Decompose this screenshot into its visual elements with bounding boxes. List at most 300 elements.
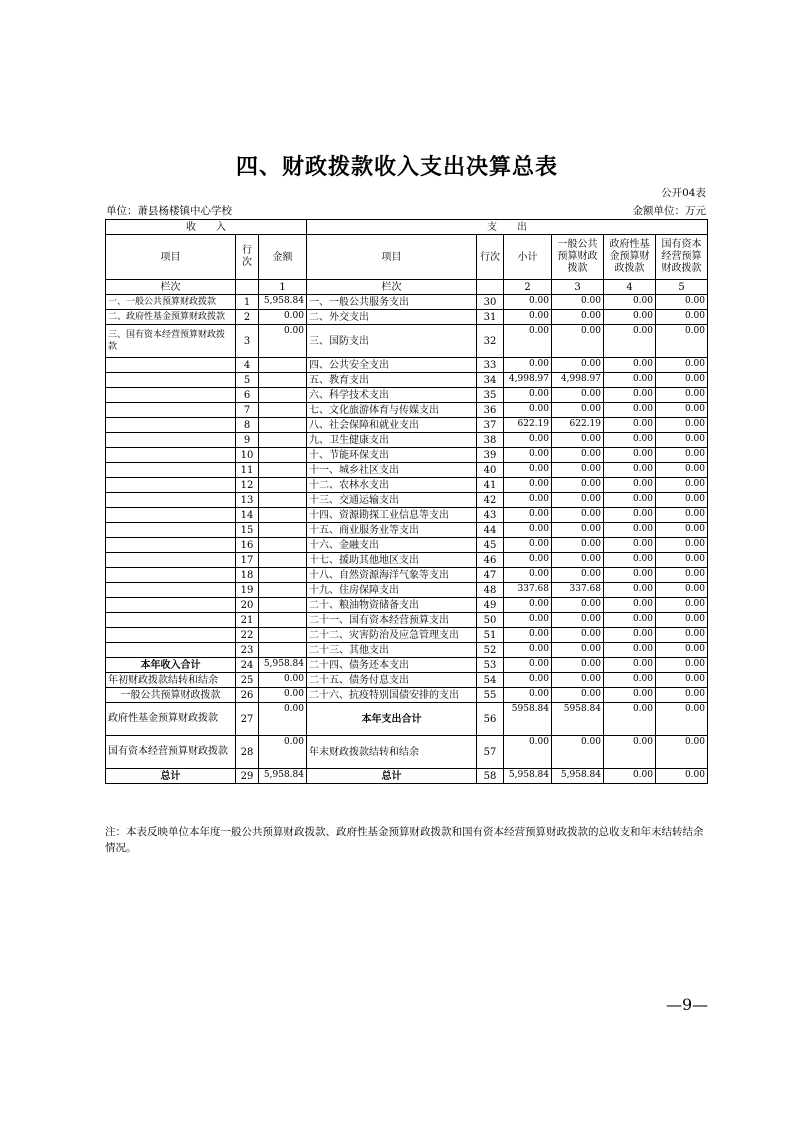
table-row bbox=[106, 553, 708, 568]
income-rowno-cell: 27 bbox=[236, 703, 259, 736]
income-amount-cell bbox=[259, 388, 307, 403]
state-capital-cell: 0.00 bbox=[656, 583, 708, 598]
income-rowno-cell: 20 bbox=[236, 598, 259, 613]
table-row bbox=[106, 418, 708, 433]
income-item-cell bbox=[106, 628, 236, 643]
column-number-3: 3 bbox=[552, 280, 604, 295]
income-item-cell bbox=[106, 433, 236, 448]
income-amount-cell bbox=[259, 463, 307, 478]
table-row bbox=[106, 523, 708, 538]
income-amount-cell bbox=[259, 448, 307, 463]
income-rowno-cell: 26 bbox=[236, 688, 259, 703]
gov-fund-header: 政府性基金预算财政拨款 bbox=[604, 235, 656, 280]
expense-item-cell: 十二、农林水支出 bbox=[307, 478, 477, 493]
state-capital-cell: 0.00 bbox=[656, 628, 708, 643]
expense-rowno-cell: 30 bbox=[477, 295, 504, 310]
expense-item-cell: 本年支出合计 bbox=[307, 703, 477, 736]
subtotal-cell: 0.00 bbox=[504, 598, 552, 613]
general-budget-cell: 4,998.97 bbox=[552, 373, 604, 388]
gov-fund-cell: 0.00 bbox=[604, 493, 656, 508]
income-rowno-cell: 1 bbox=[236, 295, 259, 310]
income-rowno-cell: 16 bbox=[236, 538, 259, 553]
income-item-cell: 一般公共预算财政拨款 bbox=[106, 688, 236, 703]
expense-item-cell: 十、节能环保支出 bbox=[307, 448, 477, 463]
subtotal-cell: 0.00 bbox=[504, 433, 552, 448]
state-capital-cell: 0.00 bbox=[656, 418, 708, 433]
table-row bbox=[106, 703, 708, 736]
table-row bbox=[106, 295, 708, 310]
gov-fund-cell: 0.00 bbox=[604, 688, 656, 703]
expense-item-cell: 九、卫生健康支出 bbox=[307, 433, 477, 448]
subtotal-cell: 0.00 bbox=[504, 688, 552, 703]
state-capital-header: 国有资本经营预算财政拨款 bbox=[656, 235, 708, 280]
expense-rowno-cell: 36 bbox=[477, 403, 504, 418]
income-amount-cell bbox=[259, 628, 307, 643]
expense-header: 支 出 bbox=[307, 220, 708, 235]
unit-label: 单位：萧县杨楼镇中心学校 bbox=[106, 205, 232, 217]
general-budget-cell: 0.00 bbox=[552, 673, 604, 688]
table-row bbox=[106, 598, 708, 613]
general-budget-cell: 0.00 bbox=[552, 295, 604, 310]
table-row bbox=[106, 769, 708, 784]
table-row bbox=[106, 688, 708, 703]
general-budget-cell: 0.00 bbox=[552, 448, 604, 463]
income-amount-cell: 0.00 bbox=[259, 325, 307, 358]
expense-rowno-cell: 52 bbox=[477, 643, 504, 658]
state-capital-cell: 0.00 bbox=[656, 325, 708, 358]
expense-item-cell: 八、社会保障和就业支出 bbox=[307, 418, 477, 433]
gov-fund-cell: 0.00 bbox=[604, 433, 656, 448]
subtotal-cell: 0.00 bbox=[504, 538, 552, 553]
general-budget-cell: 0.00 bbox=[552, 613, 604, 628]
subtotal-cell: 0.00 bbox=[504, 295, 552, 310]
subtotal-header: 小计 bbox=[504, 235, 552, 280]
expense-item-cell: 十六、金融支出 bbox=[307, 538, 477, 553]
table-row bbox=[106, 403, 708, 418]
general-budget-cell: 0.00 bbox=[552, 628, 604, 643]
income-amount-cell bbox=[259, 568, 307, 583]
table-row bbox=[106, 583, 708, 598]
income-rowno-cell: 13 bbox=[236, 493, 259, 508]
income-rowno-cell: 21 bbox=[236, 613, 259, 628]
gov-fund-cell: 0.00 bbox=[604, 373, 656, 388]
unit-row bbox=[106, 203, 706, 218]
income-amount-cell bbox=[259, 373, 307, 388]
subtotal-cell: 0.00 bbox=[504, 613, 552, 628]
gov-fund-cell: 0.00 bbox=[604, 358, 656, 373]
subtotal-cell: 0.00 bbox=[504, 643, 552, 658]
income-item-cell: 本年收入合计 bbox=[106, 658, 236, 673]
state-capital-cell: 0.00 bbox=[656, 613, 708, 628]
income-rowno-cell: 17 bbox=[236, 553, 259, 568]
table-row bbox=[106, 493, 708, 508]
state-capital-cell: 0.00 bbox=[656, 553, 708, 568]
income-rowno-cell: 10 bbox=[236, 448, 259, 463]
general-budget-cell: 0.00 bbox=[552, 310, 604, 325]
expense-item-cell: 二十、粮油物资储备支出 bbox=[307, 598, 477, 613]
gov-fund-cell: 0.00 bbox=[604, 403, 656, 418]
gov-fund-cell: 0.00 bbox=[604, 658, 656, 673]
subtotal-cell: 0.00 bbox=[504, 388, 552, 403]
state-capital-cell: 0.00 bbox=[656, 523, 708, 538]
income-amount-cell: 5,958.84 bbox=[259, 658, 307, 673]
state-capital-cell: 0.00 bbox=[656, 703, 708, 736]
subtotal-cell: 5,958.84 bbox=[504, 769, 552, 784]
expense-rowno-cell: 31 bbox=[477, 310, 504, 325]
income-item-cell: 政府性基金预算财政拨款 bbox=[106, 703, 236, 736]
income-item-cell: 一、一般公共预算财政拨款 bbox=[106, 295, 236, 310]
expense-rowno-cell: 57 bbox=[477, 736, 504, 769]
gov-fund-cell: 0.00 bbox=[604, 598, 656, 613]
state-capital-cell: 0.00 bbox=[656, 448, 708, 463]
income-rowno-cell: 28 bbox=[236, 736, 259, 769]
income-amount-cell: 0.00 bbox=[259, 736, 307, 769]
income-amount-cell bbox=[259, 583, 307, 598]
income-amount-cell bbox=[259, 508, 307, 523]
table-row bbox=[106, 508, 708, 523]
income-amount-cell bbox=[259, 643, 307, 658]
income-amount-cell: 0.00 bbox=[259, 703, 307, 736]
income-item-cell bbox=[106, 358, 236, 373]
table-row bbox=[106, 568, 708, 583]
subtotal-cell: 0.00 bbox=[504, 493, 552, 508]
income-amount-cell bbox=[259, 433, 307, 448]
state-capital-cell: 0.00 bbox=[656, 643, 708, 658]
state-capital-cell: 0.00 bbox=[656, 373, 708, 388]
general-budget-cell: 0.00 bbox=[552, 658, 604, 673]
general-budget-cell: 0.00 bbox=[552, 493, 604, 508]
expense-rowno-cell: 35 bbox=[477, 388, 504, 403]
expense-item-cell: 二十四、债务还本支出 bbox=[307, 658, 477, 673]
state-capital-cell: 0.00 bbox=[656, 403, 708, 418]
state-capital-cell: 0.00 bbox=[656, 769, 708, 784]
income-item-cell bbox=[106, 538, 236, 553]
income-item-cell bbox=[106, 568, 236, 583]
income-amount-cell: 5,958.84 bbox=[259, 769, 307, 784]
state-capital-cell: 0.00 bbox=[656, 358, 708, 373]
table-row bbox=[106, 388, 708, 403]
income-item-cell bbox=[106, 418, 236, 433]
income-rowno-cell: 18 bbox=[236, 568, 259, 583]
income-item-cell bbox=[106, 403, 236, 418]
gov-fund-cell: 0.00 bbox=[604, 523, 656, 538]
subtotal-cell: 0.00 bbox=[504, 553, 552, 568]
income-rowno-cell: 12 bbox=[236, 478, 259, 493]
income-rowno-cell: 25 bbox=[236, 673, 259, 688]
gov-fund-cell: 0.00 bbox=[604, 538, 656, 553]
expense-rowno-cell: 41 bbox=[477, 478, 504, 493]
income-amount-cell: 5,958.84 bbox=[259, 295, 307, 310]
income-item-cell bbox=[106, 373, 236, 388]
table-row bbox=[106, 358, 708, 373]
table-row bbox=[106, 478, 708, 493]
income-amount-cell bbox=[259, 418, 307, 433]
expense-item-cell: 三、国防支出 bbox=[307, 325, 477, 358]
general-budget-cell: 0.00 bbox=[552, 463, 604, 478]
income-amount-cell: 0.00 bbox=[259, 310, 307, 325]
gov-fund-cell: 0.00 bbox=[604, 325, 656, 358]
subtotal-cell: 0.00 bbox=[504, 310, 552, 325]
expense-item-cell: 十四、资源勘探工业信息等支出 bbox=[307, 508, 477, 523]
income-rowno-cell: 6 bbox=[236, 388, 259, 403]
income-amount-cell bbox=[259, 553, 307, 568]
state-capital-cell: 0.00 bbox=[656, 508, 708, 523]
expense-item-cell: 六、科学技术支出 bbox=[307, 388, 477, 403]
income-item-cell bbox=[106, 508, 236, 523]
table-row bbox=[106, 448, 708, 463]
subtotal-cell: 337.68 bbox=[504, 583, 552, 598]
table-row bbox=[106, 673, 708, 688]
general-budget-cell: 0.00 bbox=[552, 598, 604, 613]
expense-item-cell: 七、文化旅游体育与传媒支出 bbox=[307, 403, 477, 418]
income-item-header: 项目 bbox=[106, 235, 236, 280]
expense-rowno-cell: 49 bbox=[477, 598, 504, 613]
table-row bbox=[106, 463, 708, 478]
expense-rowno-cell: 42 bbox=[477, 493, 504, 508]
income-item-cell bbox=[106, 598, 236, 613]
general-budget-cell: 0.00 bbox=[552, 688, 604, 703]
income-rowno-cell: 2 bbox=[236, 310, 259, 325]
income-item-cell bbox=[106, 523, 236, 538]
income-rowno-cell: 7 bbox=[236, 403, 259, 418]
subtotal-cell: 622.19 bbox=[504, 418, 552, 433]
subtotal-cell: 0.00 bbox=[504, 403, 552, 418]
expense-rowno-cell: 39 bbox=[477, 448, 504, 463]
general-budget-cell: 5,958.84 bbox=[552, 769, 604, 784]
income-header: 收 入 bbox=[106, 220, 307, 235]
income-item-cell bbox=[106, 493, 236, 508]
column-label-right: 栏次 bbox=[307, 280, 477, 295]
column-number-1: 1 bbox=[259, 280, 307, 295]
column-number-5: 5 bbox=[656, 280, 708, 295]
table-row bbox=[106, 373, 708, 388]
expense-item-cell: 十八、自然资源海洋气象等支出 bbox=[307, 568, 477, 583]
expense-item-cell: 二十二、灾害防治及应急管理支出 bbox=[307, 628, 477, 643]
subtotal-cell: 0.00 bbox=[504, 628, 552, 643]
state-capital-cell: 0.00 bbox=[656, 295, 708, 310]
state-capital-cell: 0.00 bbox=[656, 673, 708, 688]
gov-fund-cell: 0.00 bbox=[604, 295, 656, 310]
general-budget-cell: 0.00 bbox=[552, 403, 604, 418]
expense-rowno-cell: 40 bbox=[477, 463, 504, 478]
gov-fund-cell: 0.00 bbox=[604, 508, 656, 523]
gov-fund-cell: 0.00 bbox=[604, 418, 656, 433]
table-row bbox=[106, 433, 708, 448]
general-budget-cell: 0.00 bbox=[552, 643, 604, 658]
table-row bbox=[106, 736, 708, 769]
gov-fund-cell: 0.00 bbox=[604, 613, 656, 628]
general-budget-cell: 0.00 bbox=[552, 736, 604, 769]
expense-item-cell: 十一、城乡社区支出 bbox=[307, 463, 477, 478]
income-rowno-cell: 29 bbox=[236, 769, 259, 784]
income-amount-cell bbox=[259, 358, 307, 373]
table-row bbox=[106, 538, 708, 553]
expense-rowno-cell: 48 bbox=[477, 583, 504, 598]
income-rowno-cell: 5 bbox=[236, 373, 259, 388]
expense-item-cell: 十三、交通运输支出 bbox=[307, 493, 477, 508]
table-row bbox=[106, 643, 708, 658]
gov-fund-cell: 0.00 bbox=[604, 583, 656, 598]
page-title: 四、财政拨款收入支出决算总表 bbox=[235, 154, 558, 180]
income-item-cell bbox=[106, 583, 236, 598]
gov-fund-cell: 0.00 bbox=[604, 643, 656, 658]
expense-rowno-cell: 33 bbox=[477, 358, 504, 373]
gov-fund-cell: 0.00 bbox=[604, 568, 656, 583]
state-capital-cell: 0.00 bbox=[656, 598, 708, 613]
expense-rowno-cell: 58 bbox=[477, 769, 504, 784]
table-row bbox=[106, 310, 708, 325]
expense-item-cell: 五、教育支出 bbox=[307, 373, 477, 388]
expense-item-cell: 二十五、债务付息支出 bbox=[307, 673, 477, 688]
state-capital-cell: 0.00 bbox=[656, 568, 708, 583]
gov-fund-cell: 0.00 bbox=[604, 310, 656, 325]
expense-rowno-cell: 47 bbox=[477, 568, 504, 583]
general-budget-cell: 0.00 bbox=[552, 553, 604, 568]
expense-rowno-cell: 51 bbox=[477, 628, 504, 643]
income-item-cell: 二、政府性基金预算财政拨款 bbox=[106, 310, 236, 325]
income-rowno-cell: 4 bbox=[236, 358, 259, 373]
state-capital-cell: 0.00 bbox=[656, 658, 708, 673]
gov-fund-cell: 0.00 bbox=[604, 478, 656, 493]
income-rowno-cell: 8 bbox=[236, 418, 259, 433]
general-budget-cell: 0.00 bbox=[552, 358, 604, 373]
subtotal-cell: 0.00 bbox=[504, 658, 552, 673]
expense-item-cell: 十五、商业服务业等支出 bbox=[307, 523, 477, 538]
subtotal-cell: 0.00 bbox=[504, 478, 552, 493]
expense-rowno-cell: 44 bbox=[477, 523, 504, 538]
subtotal-cell: 5958.84 bbox=[504, 703, 552, 736]
expense-item-cell: 总计 bbox=[307, 769, 477, 784]
expense-item-cell: 二十六、抗疫特别国债安排的支出 bbox=[307, 688, 477, 703]
expense-rowno-header: 行次 bbox=[477, 235, 504, 280]
gov-fund-cell: 0.00 bbox=[604, 769, 656, 784]
general-budget-cell: 0.00 bbox=[552, 325, 604, 358]
general-budget-cell: 622.19 bbox=[552, 418, 604, 433]
gov-fund-cell: 0.00 bbox=[604, 463, 656, 478]
income-amount-cell bbox=[259, 403, 307, 418]
gov-fund-cell: 0.00 bbox=[604, 736, 656, 769]
expense-rowno-cell: 55 bbox=[477, 688, 504, 703]
gov-fund-cell: 0.00 bbox=[604, 388, 656, 403]
table-note: 注：本表反映单位本年度一般公共预算财政拨款、政府性基金预算财政拨款和国有资本经营预算财政拨款的总收支和年末结转结余情况。 bbox=[105, 826, 704, 854]
expense-item-cell: 十七、援助其他地区支出 bbox=[307, 553, 477, 568]
income-item-cell: 国有资本经营预算财政拨款 bbox=[106, 736, 236, 769]
income-rowno-cell: 11 bbox=[236, 463, 259, 478]
state-capital-cell: 0.00 bbox=[656, 478, 708, 493]
subtotal-cell: 0.00 bbox=[504, 463, 552, 478]
table-row bbox=[106, 325, 708, 358]
income-rowno-cell: 22 bbox=[236, 628, 259, 643]
expense-rowno-cell: 54 bbox=[477, 673, 504, 688]
state-capital-cell: 0.00 bbox=[656, 688, 708, 703]
income-amount-cell: 0.00 bbox=[259, 688, 307, 703]
general-budget-cell: 0.00 bbox=[552, 508, 604, 523]
state-capital-cell: 0.00 bbox=[656, 538, 708, 553]
general-budget-cell: 0.00 bbox=[552, 568, 604, 583]
income-rowno-cell: 23 bbox=[236, 643, 259, 658]
gov-fund-cell: 0.00 bbox=[604, 553, 656, 568]
column-label-left: 栏次 bbox=[106, 280, 236, 295]
gov-fund-cell: 0.00 bbox=[604, 703, 656, 736]
income-item-cell bbox=[106, 388, 236, 403]
state-capital-cell: 0.00 bbox=[656, 463, 708, 478]
income-amount-cell bbox=[259, 538, 307, 553]
expense-item-cell: 二十一、国有资本经营预算支出 bbox=[307, 613, 477, 628]
expense-rowno-cell: 34 bbox=[477, 373, 504, 388]
income-rowno-cell: 9 bbox=[236, 433, 259, 448]
amount-unit-label: 金额单位：万元 bbox=[632, 205, 706, 217]
income-rowno-cell: 15 bbox=[236, 523, 259, 538]
expense-rowno-cell: 50 bbox=[477, 613, 504, 628]
subtotal-cell: 0.00 bbox=[504, 523, 552, 538]
column-number-4: 4 bbox=[604, 280, 656, 295]
income-item-cell bbox=[106, 463, 236, 478]
subtotal-cell: 0.00 bbox=[504, 736, 552, 769]
expense-item-header: 项目 bbox=[307, 235, 477, 280]
income-amount-cell bbox=[259, 493, 307, 508]
subtotal-cell: 0.00 bbox=[504, 358, 552, 373]
general-budget-cell: 0.00 bbox=[552, 433, 604, 448]
state-capital-cell: 0.00 bbox=[656, 433, 708, 448]
income-item-cell: 总计 bbox=[106, 769, 236, 784]
expense-rowno-cell: 46 bbox=[477, 553, 504, 568]
general-budget-cell: 0.00 bbox=[552, 478, 604, 493]
table-row bbox=[106, 628, 708, 643]
expense-item-cell: 四、公共安全支出 bbox=[307, 358, 477, 373]
income-rowno-cell: 19 bbox=[236, 583, 259, 598]
expense-item-cell: 十九、住房保障支出 bbox=[307, 583, 477, 598]
expense-rowno-cell: 45 bbox=[477, 538, 504, 553]
subtotal-cell: 0.00 bbox=[504, 673, 552, 688]
expense-item-cell: 年末财政拨款结转和结余 bbox=[307, 736, 477, 769]
income-item-cell bbox=[106, 478, 236, 493]
gov-fund-cell: 0.00 bbox=[604, 448, 656, 463]
state-capital-cell: 0.00 bbox=[656, 493, 708, 508]
state-capital-cell: 0.00 bbox=[656, 310, 708, 325]
income-item-cell bbox=[106, 613, 236, 628]
expense-rowno-cell: 37 bbox=[477, 418, 504, 433]
state-capital-cell: 0.00 bbox=[656, 736, 708, 769]
income-rowno-cell: 14 bbox=[236, 508, 259, 523]
general-budget-cell: 337.68 bbox=[552, 583, 604, 598]
income-amount-cell bbox=[259, 598, 307, 613]
subtotal-cell: 0.00 bbox=[504, 448, 552, 463]
income-item-cell bbox=[106, 643, 236, 658]
subtotal-cell: 4,998.97 bbox=[504, 373, 552, 388]
subtotal-cell: 0.00 bbox=[504, 568, 552, 583]
gov-fund-cell: 0.00 bbox=[604, 628, 656, 643]
income-amount-cell: 0.00 bbox=[259, 673, 307, 688]
page-number: —9— bbox=[666, 995, 709, 1014]
state-capital-cell: 0.00 bbox=[656, 388, 708, 403]
expense-item-cell: 二、外交支出 bbox=[307, 310, 477, 325]
general-budget-cell: 0.00 bbox=[552, 388, 604, 403]
subtotal-cell: 0.00 bbox=[504, 325, 552, 358]
income-amount-cell bbox=[259, 613, 307, 628]
income-amount-cell bbox=[259, 523, 307, 538]
table-row bbox=[106, 658, 708, 673]
expense-rowno-cell: 53 bbox=[477, 658, 504, 673]
general-budget-header: 一般公共预算财政拨款 bbox=[552, 235, 604, 280]
expense-item-cell: 二十三、其他支出 bbox=[307, 643, 477, 658]
income-item-cell bbox=[106, 553, 236, 568]
general-budget-cell: 5958.84 bbox=[552, 703, 604, 736]
income-rowno-cell: 3 bbox=[236, 325, 259, 358]
subtotal-cell: 0.00 bbox=[504, 508, 552, 523]
expense-rowno-cell: 38 bbox=[477, 433, 504, 448]
gov-fund-cell: 0.00 bbox=[604, 673, 656, 688]
expense-rowno-cell: 32 bbox=[477, 325, 504, 358]
